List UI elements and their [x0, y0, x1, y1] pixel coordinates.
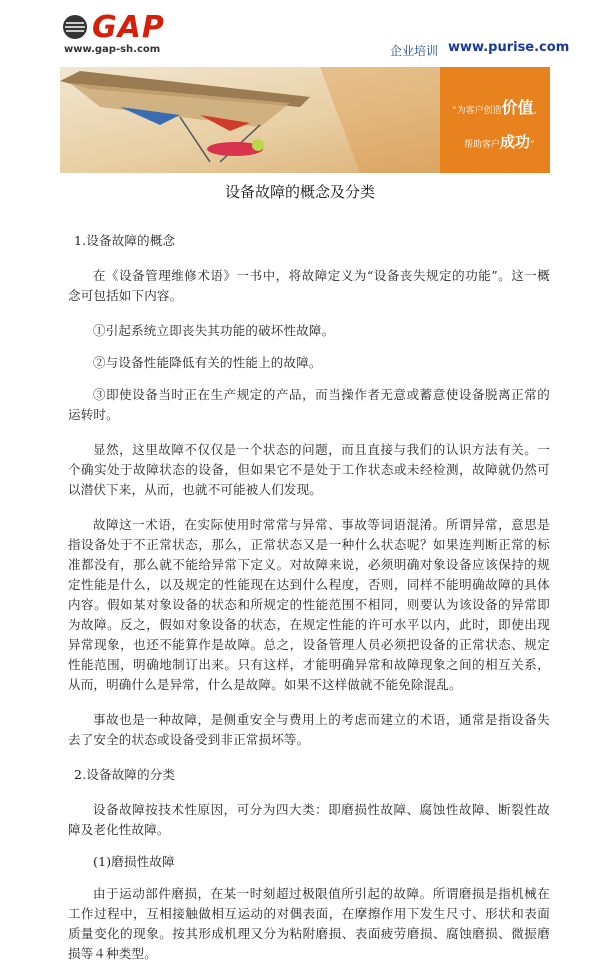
paragraph: 在《设备管理维修术语》一书中，将故障定义为“设备丧失规定的功能”。这一概念可包括如下内容。 [68, 268, 550, 303]
slogan-line-2: 帮助客户成功” [464, 133, 535, 151]
gap-logo-icon [62, 14, 88, 40]
article-body [68, 231, 550, 964]
section-heading-2: 2.设备故障的分类 [74, 767, 176, 782]
list-item: ①引起系统立即丧失其功能的破坏性故障。 [93, 323, 335, 338]
paragraph: 设备故障按技术性原因，可分为四大类：即磨损性故障、腐蚀性故障、断裂性故障及老化性故障。 [68, 802, 550, 837]
paragraph: 故障这一术语，在实际使用时常常与异常、事故等词语混淆。所谓异常，意思是指设备处于不正常状态，那么，正常状态又是一种什么状态呢？如果连判断正常的标准都没有，那么就不能给异常下定义。对故障来说，必须明确对象设备应该保持的规定性能是什么，以及规定的性能现在达到什么程度，否则，同样不能明确故障的具体内容。假如某对象设备的状态和所规定的性能范围不相同，则要认为该设备的异常即为故障。反之，假如对象设备的状态，在规定性能的许可水平以内，此时，即使出现异常现象，也还不能算作是故障。总之，设备管理人员必须把设备的正常状态、规定性能范围，明确地制订出来。只有这样，才能明确异常和故障现象之间的相互关系，从而，明确什么是异常，什么是故障。如果不这样做就不能免除混乱。 [68, 517, 550, 692]
paragraph: 事故也是一种故障，是侧重安全与费用上的考虑而建立的术语，通常是指设备失去了安全的状态或设备受到非正常损坏等。 [68, 712, 550, 747]
logo-text[interactable]: GAP [92, 10, 165, 45]
page-title: 设备故障的概念及分类 [224, 183, 375, 201]
section-heading-1: 1.设备故障的概念 [74, 233, 176, 248]
list-item: ②与设备性能降低有关的性能上的故障。 [93, 355, 322, 370]
banner-image [60, 67, 550, 173]
paragraph: 由于运动部件磨损，在某一时刻超过极限值所引起的故障。所谓磨损是指机械在工作过程中，互相接触做相互运动的对偶表面，在摩擦作用下发生尺寸、形状和表面质量变化的现象。按其形成机理又分为粘附磨损、表面疲劳磨损、腐蚀磨损、微振磨损等４种类型。 [68, 886, 550, 961]
page-header [0, 0, 600, 62]
nav-link-training[interactable]: 企业培训 [390, 44, 439, 58]
slogan-line-1: “为客户创造价值, [452, 98, 537, 117]
nav-link-purise[interactable]: www.purise.com [448, 40, 570, 55]
list-item: ③即使设备当时正在生产规定的产品，而当操作者无意或蓄意使设备脱离正常的运转时。 [68, 387, 550, 422]
paragraph: 显然，这里故障不仅仅是一个状态的问题，而且直接与我们的认识方法有关。一个确实处于故障状态的设备，但如果它不是处于工作状态或未经检测，故障就仍然可以潜伏下来，从而，也就不可能被人们发现。 [68, 442, 550, 497]
logo-url[interactable]: www.gap-sh.com [64, 44, 161, 55]
slogan-panel [440, 67, 550, 173]
subsection-heading: (1)磨损性故障 [93, 854, 175, 869]
